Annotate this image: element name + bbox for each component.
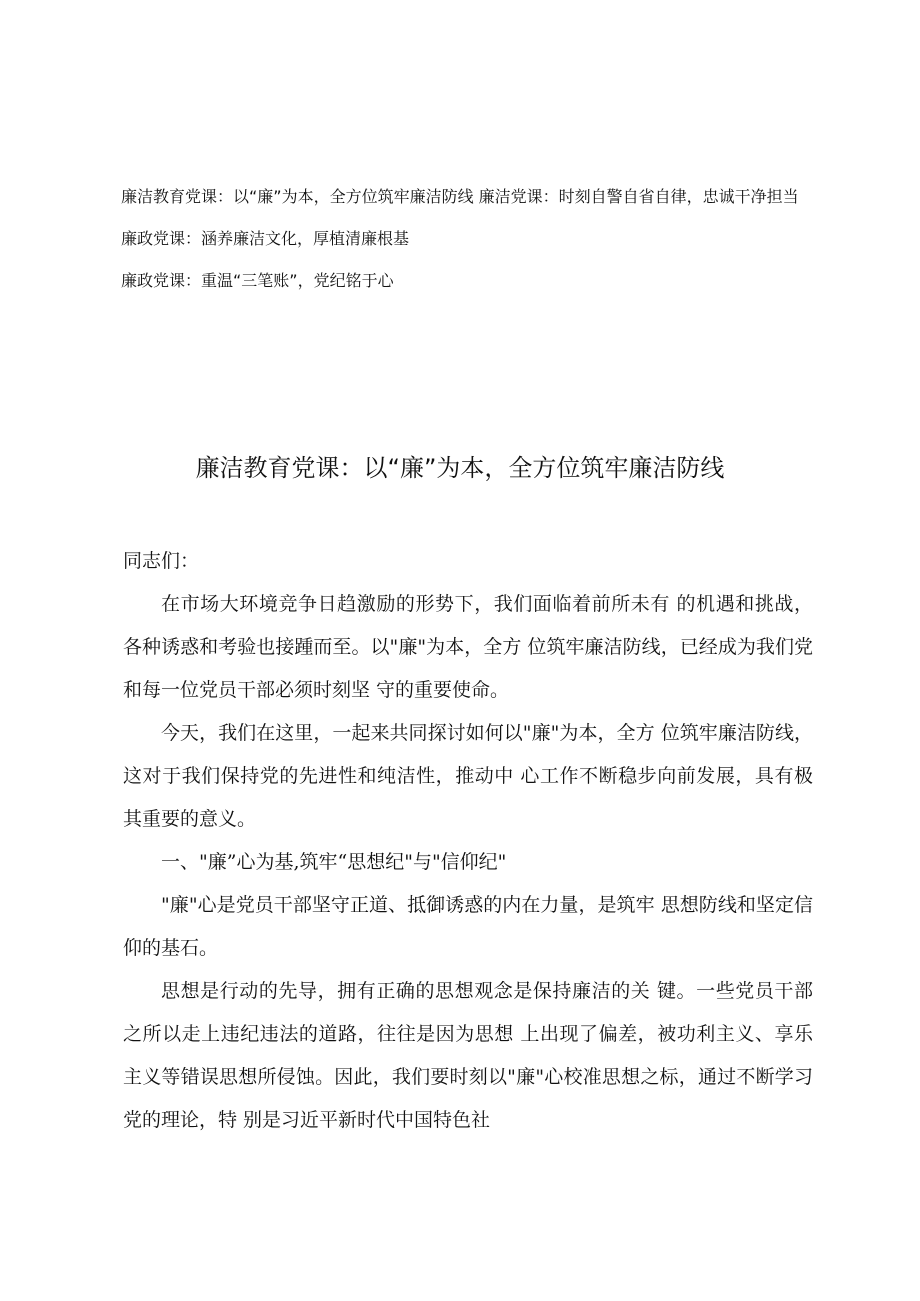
paragraph: "廉"心是党员干部坚守正道、抵御诱惑的内在力量，是筑牢 思想防线和坚定信仰的基石。 [123, 894, 813, 959]
paragraph: 思想是行动的先导，拥有正确的思想观念是保持廉洁的关 键。一些党员干部之所以走上违纪违法的道路，往往是因为思想 上出现了偏差，被功利主义、享乐主义等错误思想所侵蚀。因此，我们要时刻以"廉"心校准思想之标，通过不断学习党的理论，特 别是习近平新时代中国特色社 [123, 980, 813, 1131]
toc-entry: 廉政党课：重温“三笔账”，党纪铭于心 [121, 271, 394, 290]
document-title: 廉洁教育党课：以“廉”为本，全方位筑牢廉洁防线 [195, 454, 725, 482]
table-of-contents [121, 184, 821, 294]
section-heading: 一、"廉”心为基,筑牢“思想纪"与"信仰纪" [161, 851, 507, 873]
document-body [123, 540, 813, 1142]
salutation: 同志们： [123, 550, 200, 572]
toc-entry: 廉洁教育党课：以“廉”为本，全方位筑牢廉洁防线 廉洁党课：时刻自警自省自律，忠诚干净担当 [121, 187, 799, 206]
paragraph: 在市场大环境竞争日趋激励的形势下，我们面临着前所未有 的机遇和挑战，各种诱惑和考验也接踵而至。以"廉"为本，全方 位筑牢廉洁防线，已经成为我们党和每一位党员干部必须时刻坚 守的重要使命。 [123, 593, 813, 701]
paragraph: 今天，我们在这里，一起来共同探讨如何以"廉"为本，全方 位筑牢廉洁防线，这对于我们保持党的先进性和纯洁性，推动中 心工作不断稳步向前发展，具有极其重要的意义。 [123, 722, 813, 830]
toc-entry: 廉政党课：涵养廉洁文化，厚植清廉根基 [121, 229, 410, 248]
